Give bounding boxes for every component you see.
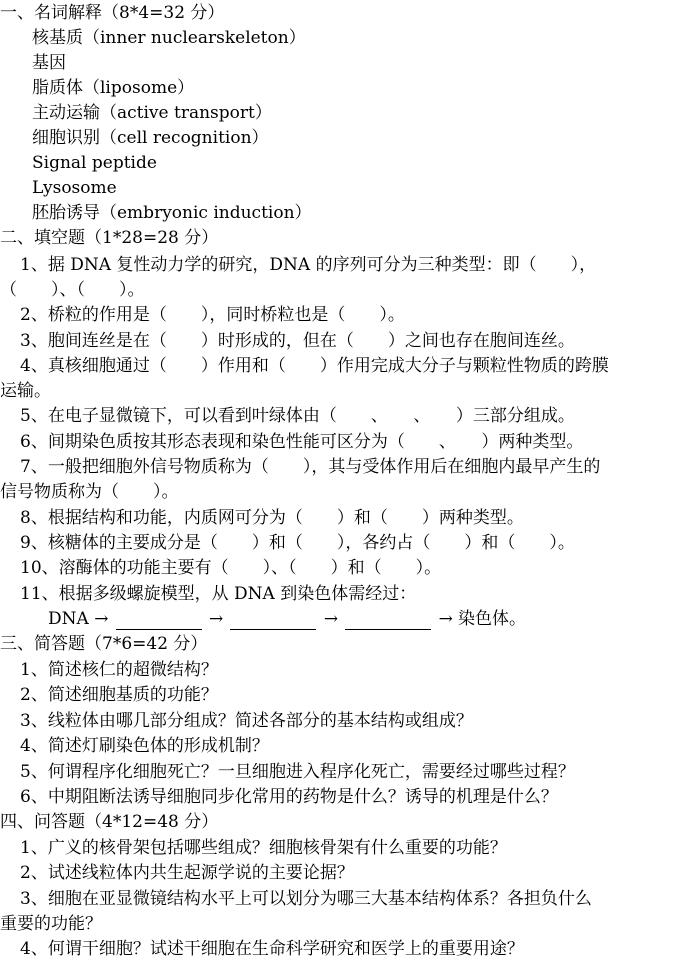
arrow-icon: → xyxy=(94,609,109,629)
fill-question-5: 5、在电子显微镜下，可以看到叶绿体由（ 、 、 ）三部分组成。 xyxy=(20,406,575,426)
term-item: 基因 xyxy=(32,53,66,73)
term-item: 核基质（inner nuclearskeleton） xyxy=(32,28,306,48)
essay-question-1: 1、广义的核骨架包括哪些组成？细胞核骨架有什么重要的功能？ xyxy=(20,838,507,858)
essay-question-3: 3、细胞在亚显微镜结构水平上可以划分为哪三大基本结构体系？各担负什么 xyxy=(20,889,592,909)
fill-question-7-cont: 信号物质称为（ ）。 xyxy=(0,482,179,502)
flow-start-label: DNA xyxy=(48,609,89,629)
short-question: 1、简述核仁的超微结构？ xyxy=(20,660,218,680)
fill-question-8: 8、根据结构和功能，内质网可分为（ ）和（ ）两种类型。 xyxy=(20,508,524,528)
short-question: 5、何谓程序化细胞死亡？一旦细胞进入程序化死亡，需要经过哪些过程？ xyxy=(20,762,575,782)
fill-question-9: 9、核糖体的主要成分是（ ）和（ ），各约占（ ）和（ ）。 xyxy=(20,533,575,553)
term-item: 细胞识别（cell recognition） xyxy=(32,128,269,148)
arrow-icon: → xyxy=(323,609,339,629)
arrow-icon: → xyxy=(438,609,453,629)
essay-question-3-cont: 重要的功能？ xyxy=(0,914,102,934)
section-2-title: 二、填空题（1*28=28 分） xyxy=(0,228,219,248)
fill-question-1: 1、据 DNA 复性动力学的研究，DNA 的序列可分为三种类型：即（ ）， xyxy=(20,255,597,275)
flow-end-label: 染色体。 xyxy=(458,609,527,629)
arrow-icon: → xyxy=(209,609,224,629)
term-item: 主动运输（active transport） xyxy=(32,103,272,123)
fill-question-2: 2、桥粒的作用是（ ），同时桥粒也是（ ）。 xyxy=(20,305,405,325)
short-question: 4、简述灯刷染色体的形成机制？ xyxy=(20,736,269,756)
fill-question-11: 11、根据多级螺旋模型，从 DNA 到染色体需经过： xyxy=(20,584,417,604)
term-item: Signal peptide xyxy=(32,153,157,173)
term-item: 胚胎诱导（embryonic induction） xyxy=(32,203,312,223)
flow-blank-2 xyxy=(230,615,316,630)
short-question: 2、简述细胞基质的功能？ xyxy=(20,685,218,705)
fill-question-1-cont: （ ）、（ ）。 xyxy=(0,280,145,300)
section-1-title: 一、名词解释（8*4=32 分） xyxy=(0,3,225,23)
fill-question-4: 4、真核细胞通过（ ）作用和（ ）作用完成大分子与颗粒性物质的跨膜 xyxy=(20,356,609,376)
fill-question-3: 3、胞间连丝是在（ ）时形成的，但在（ ）之间也存在胞间连丝。 xyxy=(20,331,575,351)
flow-blank-1 xyxy=(116,615,202,630)
fill-question-4-cont: 运输。 xyxy=(0,381,51,401)
dna-to-chromosome-flow xyxy=(48,608,668,632)
section-3-title: 三、简答题（7*6=42 分） xyxy=(0,634,208,654)
essay-question-2: 2、试述线粒体内共生起源学说的主要论据？ xyxy=(20,863,354,883)
short-question: 6、中期阻断法诱导细胞同步化常用的药物是什么？诱导的机理是什么？ xyxy=(20,787,558,807)
short-question: 3、线粒体由哪几部分组成？简述各部分的基本结构或组成？ xyxy=(20,711,473,731)
section-4-title: 四、问答题（4*12=48 分） xyxy=(0,812,219,832)
essay-question-4: 4、何谓干细胞？试述干细胞在生命科学研究和医学上的重要用途？ xyxy=(20,939,524,959)
fill-question-6: 6、间期染色质按其形态表现和染色性能可区分为（ 、 ）两种类型。 xyxy=(20,432,584,452)
fill-question-10: 10、溶酶体的功能主要有（ ）、（ ）和（ ）。 xyxy=(20,558,442,578)
fill-question-7: 7、一般把细胞外信号物质称为（ ），其与受体作用后在细胞内最早产生的 xyxy=(20,457,601,477)
term-item: 脂质体（liposome） xyxy=(32,78,195,98)
flow-blank-3 xyxy=(345,615,431,630)
term-item: Lysosome xyxy=(32,178,117,198)
